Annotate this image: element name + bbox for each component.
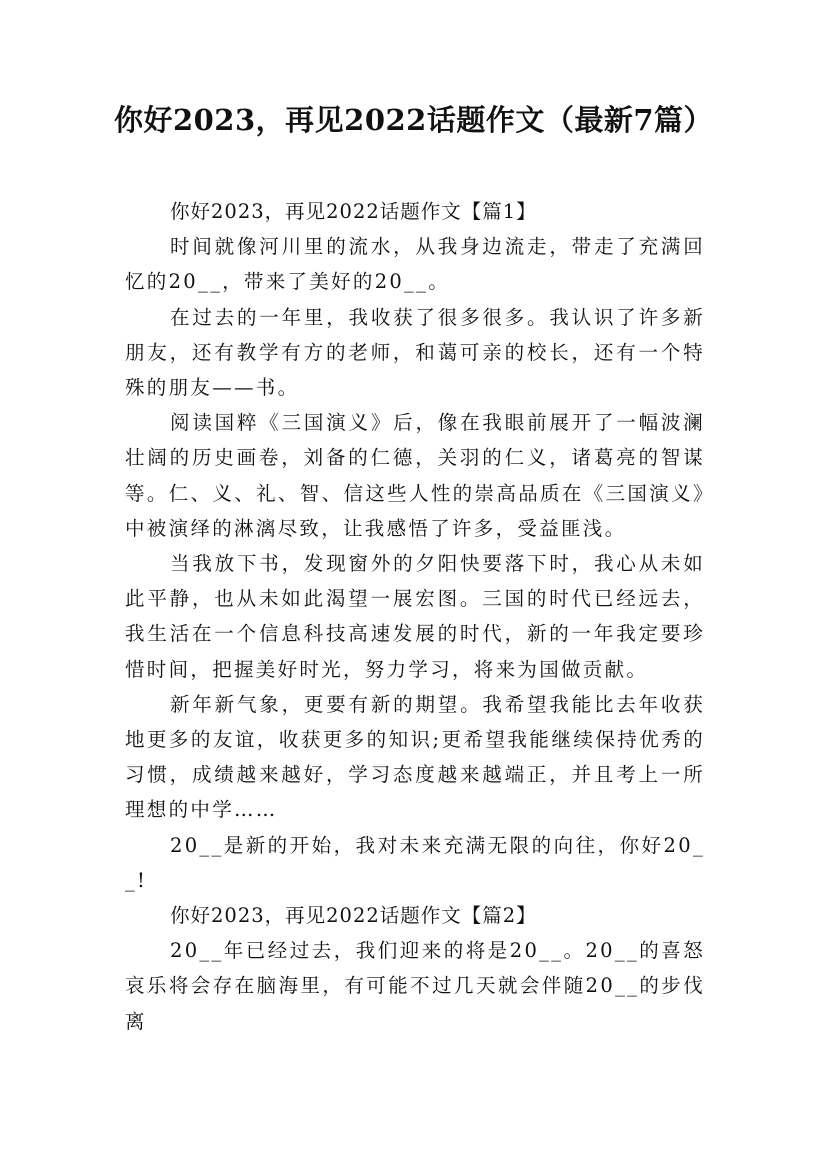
paragraph: 新年新气象，更要有新的期望。我希望我能比去年收获地更多的友谊，收获更多的知识;更希望我能继续保持优秀的习惯，成绩越来越好，学习态度越来越端正，并且考上一所理想的中学……	[125, 692, 705, 822]
section-heading-1: 你好2023，再见2022话题作文【篇1】	[170, 200, 537, 223]
paragraph: 当我放下书，发现窗外的夕阳快要落下时，我心从未如此平静，也从未如此渴望一展宏图。三国的时代已经远去，我生活在一个信息科技高速发展的时代，新的一年我定要珍惜时间，把握美好时光，努力学习，将来为国做贡献。	[125, 552, 705, 681]
paragraph: 在过去的一年里，我收获了很多很多。我认识了许多新朋友，还有教学有方的老师，和蔼可亲的校长，还有一个特殊的朋友——书。	[125, 305, 705, 400]
paragraph: 20__是新的开始，我对未来充满无限的向往，你好20__!	[125, 833, 705, 892]
paragraph: 时间就像河川里的流水，从我身边流走，带走了充满回忆的20__，带来了美好的20__。	[125, 235, 705, 294]
section-heading-2: 你好2023，再见2022话题作文【篇2】	[170, 904, 537, 928]
document-title: 你好2023，再见2022话题作文（最新7篇）	[113, 103, 714, 137]
paragraph: 阅读国粹《三国演义》后，像在我眼前展开了一幅波澜壮阔的历史画卷，刘备的仁德，关羽的仁义，诸葛亮的智谋等。仁、义、礼、智、信这些人性的崇高品质在《三国演义》中被演绎的淋漓尽致，让我感悟了许多，受益匪浅。	[125, 411, 705, 540]
paragraph: 20__年已经过去，我们迎来的将是20__。20__的喜怒哀乐将会存在脑海里，有可能不过几天就会伴随20__的步伐离	[125, 939, 705, 1033]
document-body	[125, 194, 705, 1039]
